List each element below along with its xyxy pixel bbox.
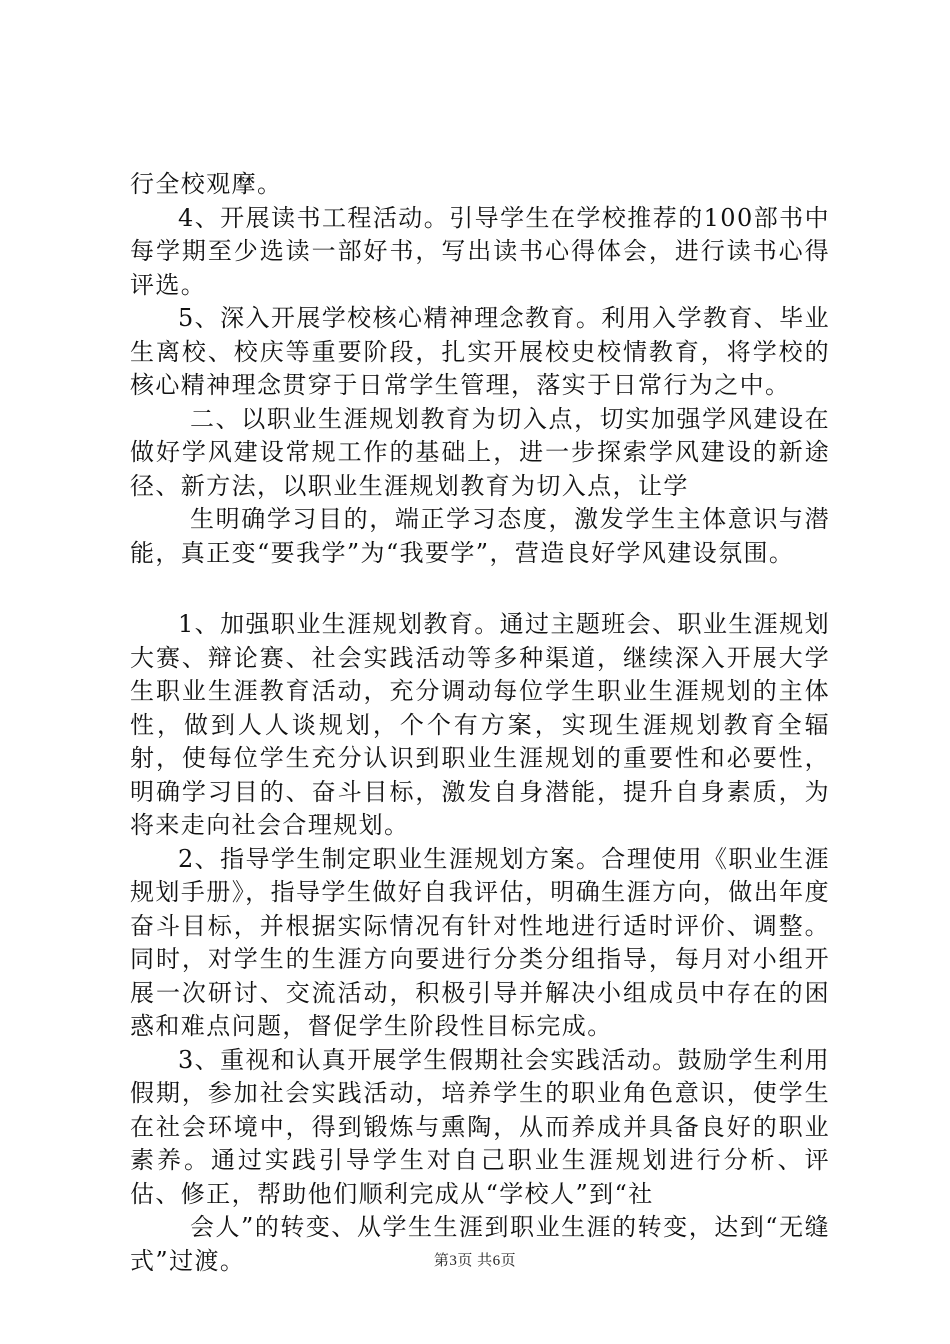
paragraph-item-4-reading-program: 4、开展读书工程活动。引导学生在学校推荐的100部书中每学期至少选读一部好书，写出读书心得体会，进行读书心得评选。 — [130, 203, 830, 299]
paragraph-item-3-social-practice: 3、重视和认真开展学生假期社会实践活动。鼓励学生利用假期，参加社会实践活动，培养学生的职业角色意识，使学生在社会环境中，得到锻炼与熏陶，从而养成并具备良好的职业素养。通过实践引导学生对自己职业生涯规划进行分析、评估、修正，帮助他们顺利完成从“学校人”到“社 — [130, 1045, 830, 1208]
section-heading-continuation: 生明确学习目的，端正学习态度，激发学生主体意识与潜能，真正变“要我学”为“我要学”，营造良好学风建设氛围。 — [130, 505, 830, 567]
paragraph-continuation: 行全校观摩。 — [130, 170, 283, 198]
section-heading-career-planning: 二、以职业生涯规划教育为切入点，切实加强学风建设在做好学风建设常规工作的基础上，进一步探索学风建设的新途径、新方法，以职业生涯规划教育为切入点，让学 — [130, 404, 830, 500]
page-number-footer: 第3页 共6页 — [433, 1253, 517, 1269]
paragraph-item-2-career-plan: 2、指导学生制定职业生涯规划方案。合理使用《职业生涯规划手册》，指导学生做好自我评估，明确生涯方向，做出年度奋斗目标，并根据实际情况有针对性地进行适时评价、调整。同时，对学生的生涯方向要进行分类分组指导，每月对小组开展一次研讨、交流活动，积极引导并解决小组成员中存在的困惑和难点问题，督促学生阶段性目标完成。 — [130, 844, 830, 1040]
paragraph-item-1-career-education: 1、加强职业生涯规划教育。通过主题班会、职业生涯规划大赛、辩论赛、社会实践活动等多种渠道，继续深入开展大学生职业生涯教育活动，充分调动每位学生职业生涯规划的主体性，做到人人谈规划，个个有方案，实现生涯规划教育全辐射，使每位学生充分认识到职业生涯规划的重要性和必要性，明确学习目的、奋斗目标，激发自身潜能，提升自身素质，为将来走向社会合理规划。 — [130, 610, 830, 839]
paragraph-item-3-continuation: 会人”的转变、从学生生涯到职业生涯的转变，达到“无缝式”过渡。 — [130, 1213, 830, 1275]
paragraph-item-5-core-spirit-education: 5、深入开展学校核心精神理念教育。利用入学教育、毕业生离校、校庆等重要阶段，扎实开展校史校情教育，将学校的核心精神理念贯穿于日常学生管理，落实于日常行为之中。 — [130, 304, 830, 399]
document-body — [130, 168, 830, 1278]
